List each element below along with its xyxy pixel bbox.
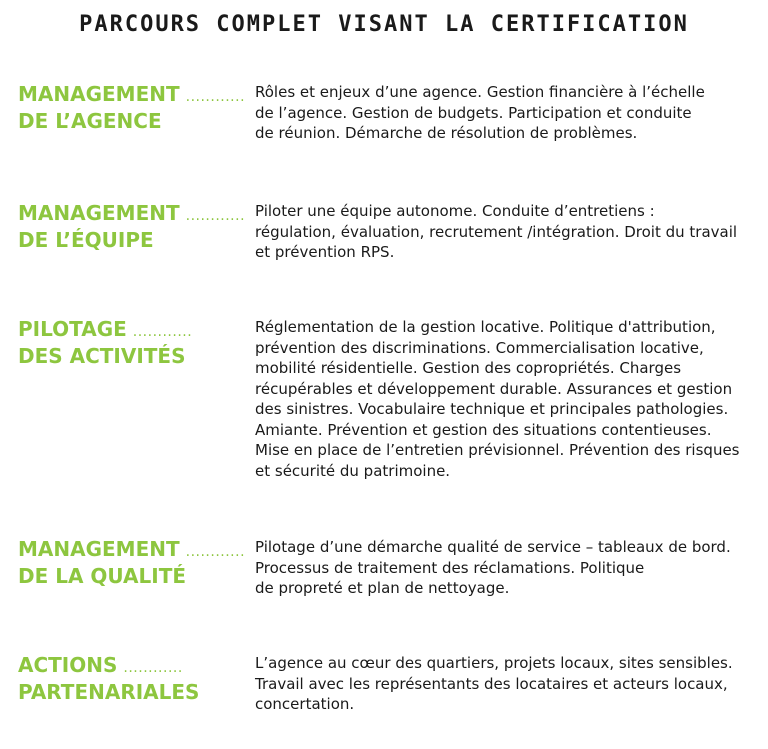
section-heading bbox=[18, 82, 248, 133]
heading-line: DES ACTIVITÉS bbox=[18, 344, 186, 368]
heading-line: MANAGEMENT bbox=[18, 537, 180, 561]
text-line: Processus de traitement des réclamations. Politique bbox=[255, 558, 645, 577]
section-heading bbox=[18, 317, 248, 368]
leader-dots: ............ bbox=[123, 660, 183, 676]
text-line: Travail avec les représentants des locataires et acteurs locaux, bbox=[255, 674, 728, 693]
text-line: récupérables et développement durable. Assurances et gestion bbox=[255, 379, 733, 398]
leader-dots: ............ bbox=[185, 208, 246, 224]
leader-dots: ............ bbox=[132, 324, 193, 340]
text-line: des sinistres. Vocabulaire technique et principales pathologies. bbox=[255, 400, 729, 418]
heading-line: MANAGEMENT bbox=[18, 201, 180, 225]
text-line: concertation. bbox=[255, 695, 355, 713]
heading-line: PILOTAGE bbox=[18, 317, 127, 341]
text-line: L’agence au cœur des quartiers, projets locaux, sites sensibles. bbox=[255, 654, 733, 672]
page-title: PARCOURS COMPLET VISANT LA CERTIFICATION bbox=[79, 12, 689, 37]
heading-line: DE L’AGENCE bbox=[18, 109, 162, 133]
section-text bbox=[255, 201, 755, 263]
text-line: régulation, évaluation, recrutement /intégration. Droit du travail bbox=[255, 222, 738, 241]
text-line: Amiante. Prévention et gestion des situations contentieuses. bbox=[255, 420, 712, 439]
text-line: Mise en place de l’entretien prévisionnel. Prévention des risques bbox=[255, 441, 740, 459]
heading-line: ACTIONS bbox=[18, 653, 118, 677]
heading-line: DE L’ÉQUIPE bbox=[18, 228, 154, 252]
leader-dots: ............ bbox=[185, 89, 246, 105]
heading-line: MANAGEMENT bbox=[18, 82, 180, 106]
text-line: Pilotage d’une démarche qualité de service – tableaux de bord. bbox=[255, 538, 731, 556]
section-text bbox=[255, 537, 755, 599]
text-line: prévention des discriminations. Commercialisation locative, bbox=[255, 338, 704, 357]
text-line: Réglementation de la gestion locative. Politique d'attribution, bbox=[255, 318, 716, 336]
section-text bbox=[255, 653, 755, 715]
section-heading bbox=[18, 201, 248, 252]
section-heading bbox=[18, 537, 248, 588]
text-line: de l’agence. Gestion de budgets. Participation et conduite bbox=[255, 103, 692, 122]
text-line: mobilité résidentielle. Gestion des copropriétés. Charges bbox=[255, 359, 682, 377]
text-line: et sécurité du patrimoine. bbox=[255, 461, 451, 480]
text-line: Rôles et enjeux d’une agence. Gestion financière à l’échelle bbox=[255, 83, 705, 101]
heading-line: PARTENARIALES bbox=[18, 680, 200, 704]
section-heading bbox=[18, 653, 248, 704]
text-line: Piloter une équipe autonome. Conduite d’entretiens : bbox=[255, 202, 655, 220]
text-line: et prévention RPS. bbox=[255, 243, 395, 261]
text-line: de propreté et plan de nettoyage. bbox=[255, 579, 510, 597]
leader-dots: ............ bbox=[185, 544, 246, 560]
text-line: de réunion. Démarche de résolution de problèmes. bbox=[255, 124, 638, 142]
section-text bbox=[255, 82, 755, 144]
heading-line: DE LA QUALITÉ bbox=[18, 564, 187, 588]
section-text bbox=[255, 317, 755, 481]
